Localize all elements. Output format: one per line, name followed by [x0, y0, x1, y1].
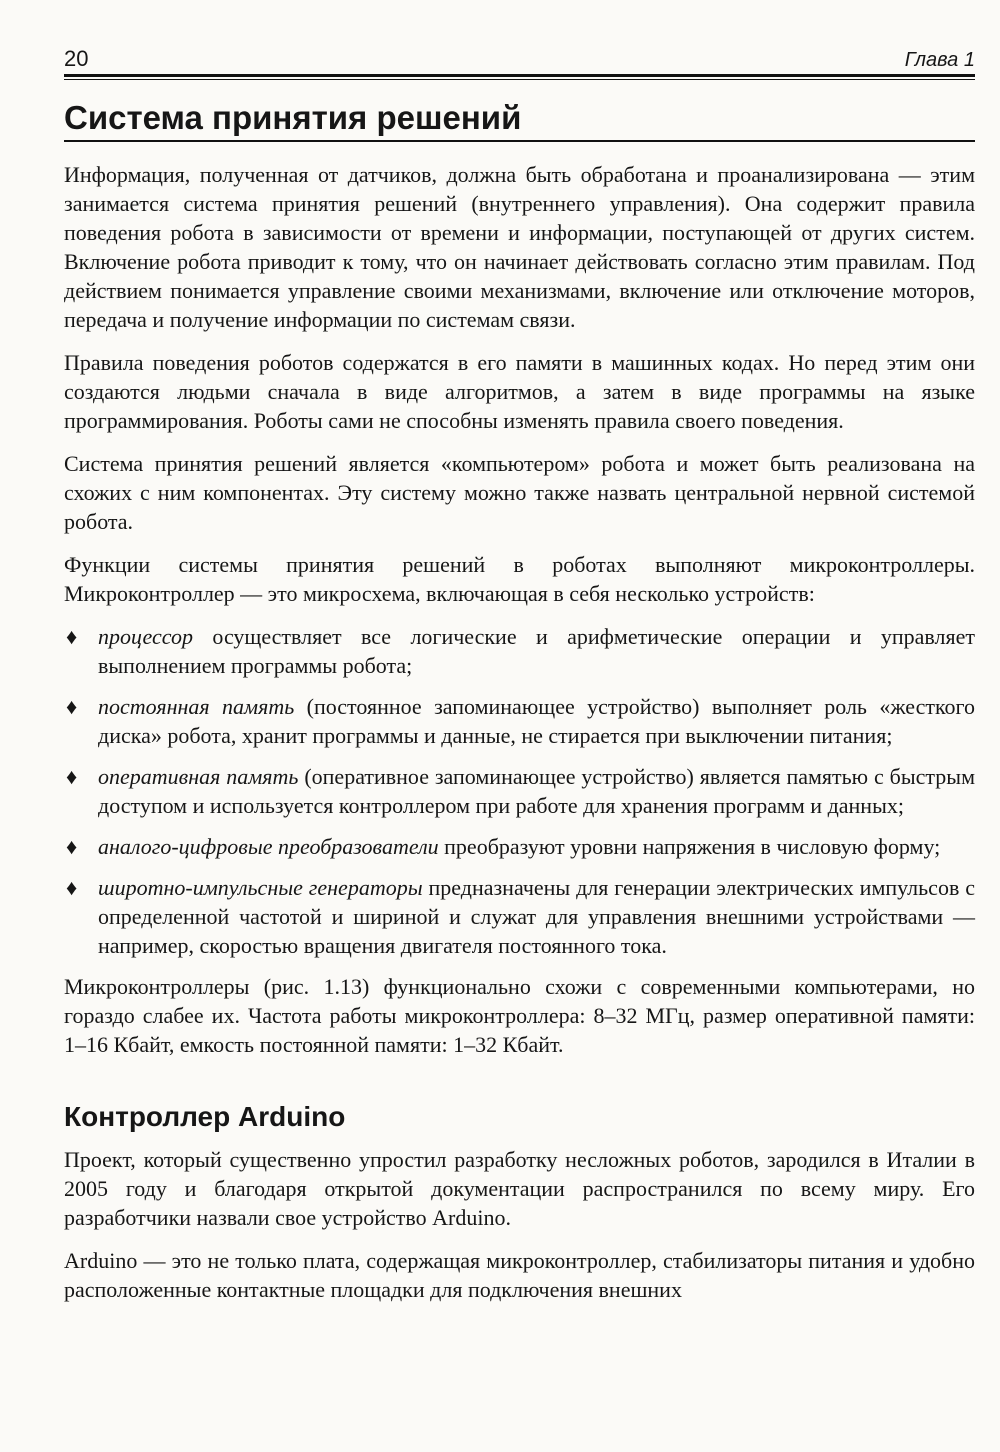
term-adc: аналого-цифровые преобразователи	[98, 834, 439, 859]
section-title-decision-system: Система принятия решений	[64, 100, 975, 142]
header-rule-thin	[64, 79, 975, 80]
description-adc: преобразуют уровни напряжения в числовую форму;	[438, 834, 941, 859]
paragraph-microcontroller-specs: Микроконтроллеры (рис. 1.13) функционально схожи с современными компьютерами, но гораздо слабее их. Частота работы микроконтроллера: 8–32 МГц, размер оперативной памяти: 1–16 Кбайт, емкость постоянной памяти: 1–32 Кбайт.	[64, 974, 975, 1057]
description-ram: (оперативное запоминающее устройство) является памятью с быстрым доступом и используется контроллером при работе для хранения программ и данных;	[98, 764, 975, 818]
microcontroller-components-list	[64, 622, 975, 960]
paragraph-robot-computer: Система принятия решений является «компьютером» робота и может быть реализована на схожих с ним компонентах. Эту систему можно также назвать центральной нервной системой робота.	[64, 451, 975, 534]
paragraph-sensor-info: Информация, полученная от датчиков, должна быть обработана и проанализирована — этим занимается система принятия решений (внутреннего управления). Она содержит правила поведения робота в зависимости от времени и информации, поступающей от других систем. Включение робота приводит к тому, что он начинает действовать согласно этим правилам. Под действием понимается управление своими механизмами, включение или отключение моторов, передача и получение информации по системам связи.	[64, 162, 975, 332]
term-processor: процессор	[98, 624, 194, 649]
list-item-ram	[64, 762, 975, 820]
term-ram: оперативная память	[98, 764, 299, 789]
book-page	[64, 40, 975, 1318]
diamond-bullet-icon: ♦	[66, 624, 78, 649]
diamond-bullet-icon: ♦	[66, 764, 78, 789]
paragraph-microcontroller-intro: Функции системы принятия решений в роботах выполняют микроконтроллеры. Микроконтроллер — это микросхема, включающая в себя несколько устройств:	[64, 552, 975, 606]
description-processor: осуществляет все логические и арифметические операции и управляет выполнением программы робота;	[98, 624, 975, 678]
list-item-pwm	[64, 873, 975, 960]
diamond-bullet-icon: ♦	[66, 875, 78, 900]
term-pwm: широтно-импульсные генераторы	[98, 875, 423, 900]
page-number: 20	[64, 46, 89, 71]
page-header	[64, 40, 975, 70]
paragraph-behavior-rules: Правила поведения роботов содержатся в его памяти в машинных кодах. Но перед этим они создаются людьми сначала в виде алгоритмов, а затем в виде программы на языке программирования. Роботы сами не способны изменять правила своего поведения.	[64, 350, 975, 433]
diamond-bullet-icon: ♦	[66, 834, 78, 859]
paragraph-arduino-history: Проект, который существенно упростил разработку несложных роботов, зародился в Италии в 2005 году и благодаря открытой документации распространился по всему миру. Его разработчики назвали свое устройство Arduino.	[64, 1147, 975, 1230]
description-pwm: предназначены для генерации электрических импульсов с определенной частотой и шириной и служат для управления внешними устройствами — например, скоростью вращения двигателя постоянного тока.	[98, 875, 975, 958]
chapter-label: Глава 1	[904, 49, 975, 71]
list-item-adc	[64, 832, 975, 861]
description-rom: (постоянное запоминающее устройство) выполняет роль «жесткого диска» робота, хранит программы и данные, не стирается при выключении питания;	[98, 694, 976, 748]
term-rom: постоянная память	[98, 694, 295, 719]
paragraph-arduino-board: Arduino — это не только плата, содержащая микроконтроллер, стабилизаторы питания и удобно расположенные контактные площадки для подключения внешних	[64, 1248, 975, 1302]
section-title-arduino: Контроллер Arduino	[64, 1101, 346, 1132]
list-item-rom	[64, 692, 975, 750]
list-item-processor	[64, 622, 975, 680]
diamond-bullet-icon: ♦	[66, 694, 78, 719]
header-rule	[64, 74, 975, 77]
